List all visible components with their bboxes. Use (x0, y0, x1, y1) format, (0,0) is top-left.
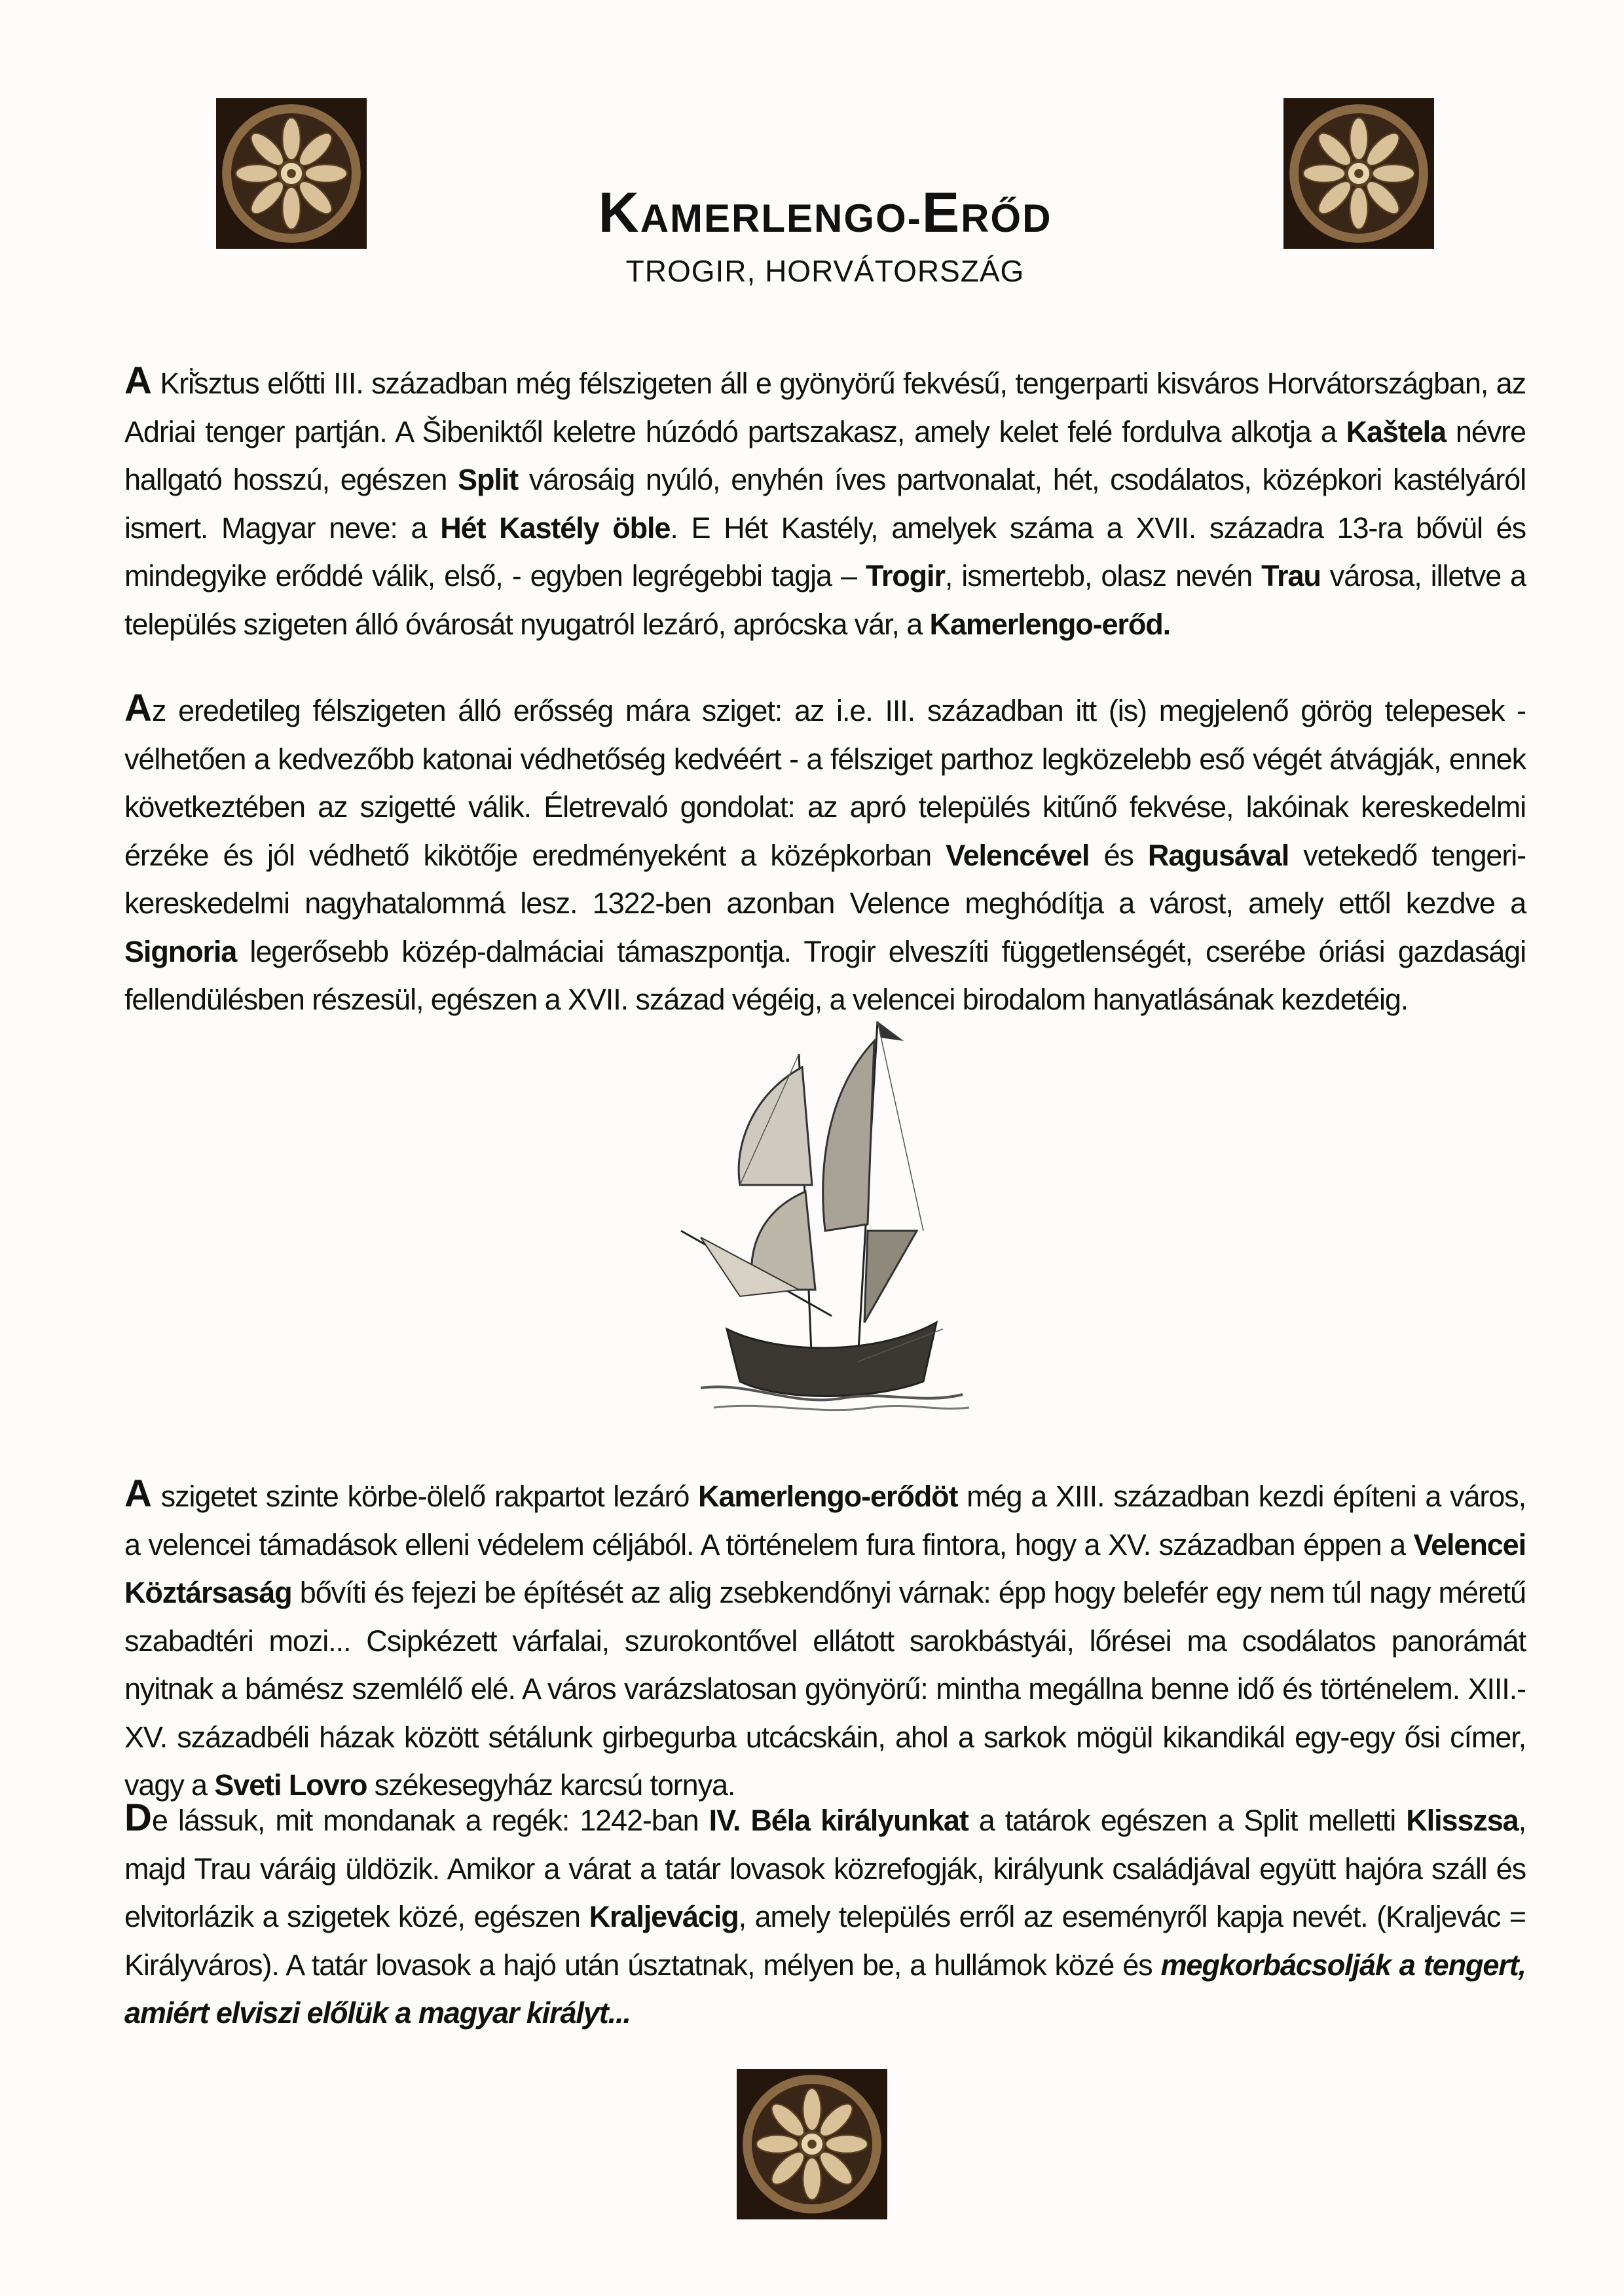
text: székesegyház karcsú tornya. (367, 1768, 735, 1802)
rose-window-ornament-icon (1283, 98, 1434, 249)
paragraph-3 (124, 1470, 1526, 1810)
lead-letter: D (124, 1796, 152, 1839)
bold-text: Velencei Köztársaság (124, 1527, 1526, 1609)
title-initial: E (921, 181, 961, 244)
bold-text: Kaštela (1346, 414, 1446, 448)
text: és (1089, 838, 1148, 872)
page-title (367, 180, 1283, 251)
text: . E Hét Kastély, amelyek száma a XVII. századra 13-ra bővül és mindegyike erőddé válik, első, - egyben legrégebbi tagja – (124, 511, 1526, 592)
rose-window-ornament-icon (1283, 98, 1434, 249)
lead-letter: A (124, 359, 152, 402)
text: még a XIII. században kezdi építeni a város, a velencei támadások elleni védelem céljából. A történelem fura fintora, hogy a XV. században éppen a (124, 1480, 1526, 1561)
bold-text: Kamerlengo-erőd. (929, 607, 1171, 641)
title-text: AMERLENGO- (640, 196, 922, 240)
sailing-ship-illustration (661, 1015, 989, 1421)
bold-text: Velencével (946, 838, 1090, 872)
text: e lássuk, mit mondanak a regék: 1242-ban (151, 1804, 709, 1837)
bold-text: Trogir (865, 559, 945, 592)
bold-text: IV. Béla királyunkat (709, 1804, 969, 1837)
rose-window-ornament-icon (737, 2069, 887, 2219)
text: z eredetileg félszigeten álló erősség mára sziget: az i.e. III. században itt (is) megjelenő görög telepesek - vélhetően a kedvezőbb katonai védhetőség kedvéért - a félsziget parthoz legközelebb eső végét átvágják, ennek következtében az szigetté válik. Életrevaló gondolat: az apró település kitűnő fekvése, lakóinak kereskedelmi érzéke és jól védhető kikötője eredményeként a középkorban (124, 694, 1526, 872)
lead-letter: A (124, 687, 152, 729)
bold-text: Kraljevácig (589, 1900, 739, 1933)
text: , majd Trau váráig üldözik. Amikor a várat a tatár lovasok közrefogják, királyunk családjával együtt hajóra száll és elvitorlázik a szigetek közé, egészen (124, 1804, 1526, 1933)
text: legerősebb közép-dalmáciai támaszpontja. Trogir elveszíti függetlenségét, cserébe óriási gazdasági fellendülésben részesül, egészen a XVII. század végéig, a velencei birodalom hanyatlásának kezdetéig. (124, 934, 1526, 1016)
text: szigetet szinte körbe-ölelő rakpartot lezáró (151, 1480, 699, 1513)
header (367, 180, 1283, 291)
rose-window-ornament-icon (216, 98, 367, 249)
bold-text: Split (458, 463, 519, 496)
text: városa, illetve a település szigeten álló óvárosát nyugatról lezáró, aprócska vár, a (124, 559, 1526, 641)
text: vetekedő tengeri-kereskedelmi nagyhatalommá lesz. 1322-ben azonban Velence meghódítja a várost, amely ettől kezdve a (124, 838, 1526, 920)
bold-text: Sveti Lovro (214, 1768, 367, 1802)
text: , amely település erről az eseményről kapja nevét. (Kraljevác = Királyváros). A tatár lovasok a hajó után úsztatnak, mélyen be, a hullámok közé és (124, 1900, 1526, 1982)
text: a tatárok egészen a Split melletti (968, 1804, 1407, 1837)
bold-text: Ragusával (1147, 838, 1289, 872)
paragraph-4 (124, 1794, 1526, 2037)
bold-text: Signoria (124, 934, 237, 968)
title-text: RŐD (961, 196, 1052, 240)
bold-italic-text: megkorbácsolják a tengert, amiért elviszi előlük a magyar királyt... (124, 1948, 1526, 2030)
text: névre hallgató hosszú, egészen (124, 414, 1526, 496)
text: bővíti és fejezi be építését az alig zsebkendőnyi várnak: épp hogy belefér egy nem túl nagy méretű szabadtéri mozi... Csipkézett várfalai, szurokontővel ellátott sarokbástyái, lőrései ma csodálatos panorámát nyitnak a bámész szemlélő elé. A város varázslatosan gyönyörű: mintha megállna benne idő és történelem. XIII.-XV. századbéli házak között sétálunk girbegurba utcácskáin, ahol a sarkok mögül kikandikál egy-egy ősi címer, vagy a (124, 1576, 1526, 1802)
text: Kri̇̌sztus előtti III. században még félszigeten áll e gyönyörű fekvésű, tengerparti kisváros Horvátországban, az Adriai tenger partján. A Šibeniktől keletre húzódó partszakasz, amely kelet felé fordulva alkotja a (124, 367, 1526, 448)
paragraph-2 (124, 684, 1526, 1024)
title-initial: K (598, 181, 640, 244)
text: , ismertebb, olasz nevén (944, 559, 1262, 592)
rose-window-ornament-icon (216, 98, 367, 249)
bold-text: Trau (1261, 559, 1321, 592)
text: városáig nyúló, enyhén íves partvonalat, hét, csodálatos, középkori kastélyáról ismert. Magyar neve: a (124, 463, 1526, 545)
rose-window-ornament-icon (737, 2069, 887, 2219)
lead-letter: A (124, 1472, 152, 1515)
page-subtitle: TROGIR, HORVÁTORSZÁG (625, 254, 1025, 288)
bold-text: Hét Kastély öble (440, 511, 671, 545)
sailing-ship-illustration (661, 1015, 989, 1421)
bold-text: Kamerlengo-erődöt (698, 1480, 958, 1513)
bold-text: Klisszsa (1406, 1804, 1519, 1837)
paragraph-1 (124, 357, 1526, 648)
